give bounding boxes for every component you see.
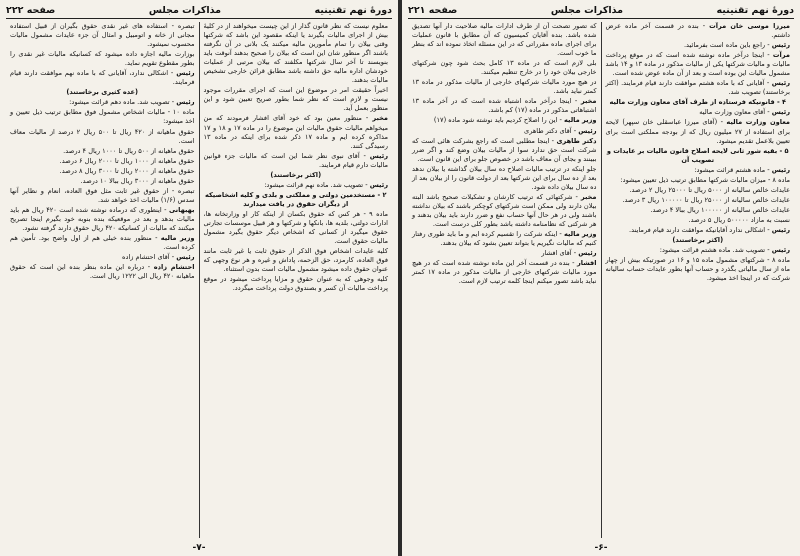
- page-label: صفحه ۲۲۲: [6, 4, 56, 16]
- speech-text: آقای معاون وزارت مالیه: [699, 108, 766, 117]
- speech-text: اشکالی ندارد، آقایانی که با ماده نهم موافقت دارند قیام فرمایند.: [10, 69, 195, 87]
- speaker-name: رئیس: [771, 225, 790, 234]
- left-column: [408, 22, 601, 538]
- speaker-paragraph: افشار - بنده در قسمت آخر این ماده نوشته شده است که در هیچ مورد مالیات شرکتهای خارجی از مالیات مذکور در ماده ۱۷ کمتر نباید باشد تصور میکنم اینجا کلمه ترتیب لازم است.: [412, 259, 597, 286]
- speaker-name: مرآت: [772, 51, 790, 60]
- speaker-paragraph: رئیس - آقای احتشام زاده: [122, 253, 195, 262]
- paragraph: بلی لازم است که در ماده ۱۳ کامل بحث شود چون شرکتهای خارجی بیلان خود را در خارج تنظیم میکنند.: [412, 59, 597, 77]
- speech-text: اینکه شرکت را تقسیم کرده ایم و ما باید طوری رفتار کنیم که مالیات نگیریم یا بتواند تعیین بشود که بیلان بدهند.: [412, 230, 597, 248]
- vote-result: (عده کثیری برخاستند): [66, 88, 139, 97]
- paragraph: معلوم نیست که نظر قانون گذار از این چیست میخواهند از در کلیهٔ بیش از اجرای مالیات بگیرند یا اینکه مقصود این باشد که شرکتها وقتی بیلان را تمام مأمورین مالیه میکنند یک بلانی در آن نگرفته باشند اگر منظور شان این است که بیلان را صحیح بدهند آنوقت باید بنویسند تا آخر سال شرکتها مکلفند که بیلان مرتبی از عملیات خودشان اداره مالیه حق داشته باشد مطابق قرائن خارجی تشخیص مالیات بدهند.: [203, 22, 388, 85]
- header-title: مذاکرات مجلس: [550, 4, 624, 16]
- speaker-paragraph: رئیس - راجع باین ماده است بفرمائید.: [683, 41, 790, 50]
- speaker-name: احتشام زاده: [153, 263, 195, 272]
- vote-result: (اکثر برخاستند): [672, 236, 724, 245]
- left-column: [6, 22, 199, 538]
- speaker-name: مخبر: [580, 192, 597, 201]
- speech-text: آقای احتشام زاده: [122, 253, 170, 262]
- speaker-name: رئیس: [369, 180, 388, 189]
- paragraph: حقوق ماهیانه از ۳۰۰۰ ریال ببالا ۱۰ درصد.: [80, 176, 195, 185]
- speaker-paragraph: وزیر مالیه - اینکه شرکت را تقسیم کرده ایم و ما باید طوری رفتار کنیم که مالیات نگیریم یا بتواند تعیین بشود که بیلان بدهند.: [412, 230, 597, 248]
- speaker-paragraph: رئیس - تصویب شد. ماده نهم قرائت میشود:: [264, 180, 388, 189]
- speech-text: تصویب شد. ماده نهم قرائت میشود:: [264, 180, 364, 189]
- speech-text: آقایانی که با ماده هشتم موافقت دارند قیام فرمایند. (اکثر برخاستند) تصویب شد.: [605, 79, 790, 97]
- speech-text: آقای افشار: [541, 249, 572, 258]
- speaker-paragraph: احتشام زاده - درباره این ماده بنظر بنده این است که حقوق ماهیانه ۴۲۰ ریال الی ۱۲۲۲ ریال است.: [10, 263, 195, 281]
- speaker-name: رئیس: [369, 151, 388, 160]
- speech-text: آقای نبوی نظر شما این است که مالیات جزء قوانین مالیات دارم قیام فرمایند.: [203, 151, 388, 169]
- speaker-paragraph: مخبر - اینجا درآخر ماده اشتباه شده است که در آخر ماده ۱۳ اشتباهاتی مذکور در ماده (۱۷) کم باشد.: [412, 97, 597, 115]
- speaker-name: رئیس: [578, 126, 597, 135]
- speaker-name: میرزا موسی خان مرآت: [709, 22, 791, 30]
- paragraph: ماده ۱۰ - مالیات اشخاص مشمول فوق مطابق ترتیب ذیل تعیین و اخذ میشود:: [10, 108, 195, 126]
- speaker-paragraph: معاون وزارت مالیه - (آقای میرزا عباسقلی خان سپهر) لایحه برای استفاده از ۲۷ میلیون ریال که از بودجه مملکتی است برای تعیین بلاعمل تقدیم میشود.: [605, 118, 791, 145]
- paragraph: اخیراً حقیقت امر در موضوع این است که اجرای مقررات موجود نیست و لازم است که نظر شما بطور صریح تعیین شود و این منظور بعمل آید.: [203, 86, 388, 113]
- speech-text: تصویب شد. ماده هشتم قرائت میشود:: [659, 246, 766, 255]
- vote-result: (اکثر برخاستند): [270, 170, 322, 179]
- speaker-paragraph: رئیس - آقایانی که با ماده هشتم موافقت دارند قیام فرمایند. (اکثر برخاستند) تصویب شد.: [605, 79, 790, 97]
- speaker-paragraph: بهبهانی - اینطوری که درماده نوشته شده است ۴۲۰ ریال هم باید مالیات بدهد و بعد در موقعیکه بنده بنوبه خود بگیرم اینجا تصریح میکنند که مالیات از کسانیکه ۴۲۰ ریال حقوق دارند گرفته نشود.: [10, 205, 195, 232]
- paragraph: جلو اینکه در ترتیب مالیات اصلاح ده سال بیلان گذاشته یا بیلان ندهد بعد از ده سال برای این شرکتها بعد از دولت قانون را از بیلان بعد از ده سال بیلان داده شود.: [412, 164, 597, 191]
- speech-text: منظور معین بود که خود آقای افشار فرمودند که من میخواهم مالیات حقوق مالیات این موضوع را در ماده ۱۷ و ۱۸ و ۱۷ مذاکره کرده ایم و ماده ۱۷ ذکر شده برای اینکه در ماده ۱۳ رسیدگی کنند.: [203, 114, 388, 150]
- paragraph: کلیه عایدات اشخاص فوق الذکر از حقوق ثابت یا غیر ثابت مانند فوق العاده، کارمزد، حق الزحمه، پاداش و غیره و هر نوع وجهی که عنوان حقوق داده میشود مشمول مالیات است بدون استثناء.: [203, 247, 388, 274]
- speaker-name: معاون وزارت مالیه: [726, 118, 791, 127]
- left-page: [0, 0, 398, 556]
- speaker-paragraph: رئیس - تصویب شد. ماده هشتم قرائت میشود:: [659, 246, 790, 255]
- speaker-paragraph: رئیس - تصویب شد. ماده دهم قرائت میشود:: [69, 98, 195, 107]
- speaker-name: افشار: [576, 259, 597, 268]
- speaker-name: رئیس: [771, 246, 790, 255]
- speaker-name: رئیس: [176, 98, 195, 107]
- speaker-name: رئیس: [176, 69, 195, 78]
- speaker-name: رئیس: [771, 165, 790, 174]
- speaker-paragraph: میرزا موسی خان مرآت - بنده در قسمت آخر ماده عرض داشتم.: [605, 22, 791, 40]
- speaker-name: رئیس: [771, 79, 790, 88]
- section-title: ۵ - بقیه شور ثانی لایحه اصلاح قانون مالیات بر عایدات و تصویب آن: [606, 146, 789, 164]
- speaker-paragraph: رئیس - آقای نبوی نظر شما این است که مالیات جزء قوانین مالیات دارم قیام فرمایند.: [203, 151, 388, 169]
- speaker-paragraph: دکتر طاهری - اینجا مطلبی است که راجع بشرکت هائی است که شرکت است حق ندارد سوا از مالیات بیلان وضع کند و اگر ضرر ببینند و بجای آن معاف باشد در خصوص جلو برای این قانون است.: [412, 136, 597, 163]
- paragraph: حقوق ماهیانه از ۲۰۰۰ ریال تا ۳۰۰۰ ریال ۸ درصد.: [59, 166, 195, 175]
- paragraph: ماده ۹ - هر کس که حقوق بکسان از اینکه کار او وزارتخانه ها، ادارات دولتی، بلدیه ها، بانکها و شرکتها و هر قبیل موسسات تجارتی حقوق میگیرد از کسانی که اشخاص دیگر حقوق بگیرد مشمول مالیات حقوق است.: [203, 209, 388, 246]
- paragraph: ماده ۸ - میزان مالیات شرکتها مطابق ترتیب ذیل تعیین میشود:: [620, 175, 790, 184]
- paragraph: ماده ۸ - شرکتهای مشمول ماده ۱۵ و ۱۶ در صورتیکه بیش از چهار ماه از سال مالیاتی بگذرد و حساب آنها بطور عایدات حساب سالیانه شرکت که در اینجا اخذ میشود.: [605, 256, 790, 283]
- speaker-paragraph: مرآت - اینجا درآخر ماده نوشته شده است که در موقع پرداخت مالیات و مالیات شرکتها یکی از مالیات مذکور در ماده ۱۳ و ۱۴ باشد مشمول مالیات این بوده است و بعد از آن ماده عوض شده است.: [605, 51, 790, 78]
- speaker-paragraph: رئیس - آقای دکتر طاهری: [524, 126, 597, 135]
- speaker-paragraph: رئیس - آقای افشار: [541, 249, 597, 258]
- speaker-paragraph: وزیر مالیه - این را اصلاح کردیم باید نوشته شود ماده (۱۷): [433, 116, 597, 125]
- speaker-paragraph: رئیس - آقای معاون وزارت مالیه: [699, 108, 790, 117]
- paragraph: در هیچ مورد مالیات شرکتهای خارجی از مالیات مذکور در ماده ۱۳ کمتر نباید باشد.: [412, 78, 597, 96]
- section-title: ۴ - قانونیکه فرستاده از طرف آقای معاون وزارت مالیه: [609, 98, 787, 107]
- speaker-name: بهبهانی: [168, 205, 195, 214]
- page-header: [6, 2, 392, 19]
- section-title: ۲ - مستخدمین دولتی و مملکتی و بلدی و کلیه اشخاصیکه از دیگران حقوق در یافت میدارند: [204, 190, 387, 208]
- right-column: [602, 22, 795, 538]
- speech-text: شرکتهائی که ترتیب کارشان و تشکیلات صحیح باشد البته بیلان دارند ولی ممکن است شرکتهای کوچکتر باشند که بیلان نداشته باشند ولی در هر حال آنها حساب نفع و ضرر دارند باید بیلان بدهند و هر شرکتی که نظامنامه داشته باشد بطور کلی درست است.: [412, 192, 597, 228]
- speaker-paragraph: رئیس - اشکالی ندارد آقایانیکه موافقت دارند قیام فرمایند.: [629, 225, 790, 234]
- page-number: -۶-: [594, 543, 608, 553]
- speaker-name: رئیس: [771, 41, 790, 50]
- speech-text: درباره این ماده بنظر بنده این است که حقوق ماهیانه ۴۲۰ ریال الی ۱۲۲۲ ریال است.: [10, 263, 195, 281]
- speech-text: اینجا مطلبی است که راجع بشرکت هائی است که شرکت است حق ندارد سوا از مالیات بیلان وضع کند و اگر ضرر ببینند و بجای آن معاف باشد در خصوص جلو برای این قانون است.: [412, 136, 597, 163]
- speaker-name: وزیر مالیه: [564, 116, 597, 125]
- paragraph: عایدات خالص سالیانه از ۱۰۰۰۰۰ ریال ببالا ۴ درصد.: [650, 205, 790, 214]
- speaker-name: وزیر مالیه: [160, 234, 195, 243]
- term-label: دورهٔ نهم تقنینیه: [314, 4, 392, 16]
- speech-text: تصویب شد. ماده دهم قرائت میشود:: [69, 98, 170, 107]
- paragraph: عایدات خالص سالیانه از ۲۵۰۰۰ ریال تا ۱۰۰۰۰۰ ریال ۳ درصد.: [622, 195, 790, 204]
- speaker-paragraph: مخبر - شرکتهائی که ترتیب کارشان و تشکیلات صحیح باشد البته بیلان دارند ولی ممکن است شرکتهای کوچکتر باشند که بیلان نداشته باشند ولی در هر حال آنها حساب نفع و ضرر دارند باید بیلان بدهند و هر شرکتی که نظامنامه داشته باشد بطور کلی درست است.: [412, 192, 597, 228]
- speech-text: اینجا درآخر ماده نوشته شده است که در موقع پرداخت مالیات و مالیات شرکتها یکی از مالیات مذکور در ماده ۱۳ و ۱۴ باشد مشمول مالیات این بوده است و بعد از آن ماده عوض شده است.: [605, 51, 790, 78]
- right-page: [402, 0, 800, 556]
- page-header: [408, 2, 794, 19]
- speech-text: آقای دکتر طاهری: [524, 126, 572, 135]
- paragraph: بوزارت مالیه اجازه داده میشود که کسانیکه مالیات غیر نقدی را بطور مقطوع تقویم نماید.: [10, 50, 195, 68]
- page-number: -۷-: [192, 543, 206, 553]
- speaker-name: رئیس: [771, 108, 790, 117]
- speech-text: اشکالی ندارد آقایانیکه موافقت دارند قیام فرمایند.: [629, 225, 766, 234]
- speech-text: اینجا درآخر ماده اشتباه شده است که در آخر ماده ۱۳ اشتباهاتی مذکور در ماده (۱۷) کم باشد.: [412, 97, 597, 115]
- speech-text: اینطوری که درماده نوشته شده است ۴۲۰ ریال هم باید مالیات بدهد و بعد در موقعیکه بنده بنوبه خود بگیرم اینجا تصریح میکنند که مالیات از کسانیکه ۴۲۰ ریال حقوق دارند گرفته نشود.: [10, 205, 195, 232]
- speech-text: ماده هشتم قرائت میشود:: [694, 165, 766, 174]
- speaker-name: مخبر: [580, 97, 597, 106]
- paragraph: حقوق ماهیانه از ۱۰۰۰ ریال تا ۲۰۰۰ ریال ۶ درصد.: [59, 156, 195, 165]
- speaker-name: رئیس: [176, 253, 195, 262]
- speaker-paragraph: وزیر مالیه - منظور بنده خیلی هم از اول واضح بود. تأمین هم کرده است.: [10, 234, 195, 252]
- speech-text: منظور بنده خیلی هم از اول واضح بود. تأمین هم کرده است.: [10, 234, 195, 252]
- paragraph: تبصره - استفاده های غیر نقدی حقوق بگیران از قبیل استفاده مجانی از خانه و اتومبیل و امثال آن جزء عایدات مشمول مالیات محسوب نمیشود.: [10, 22, 195, 49]
- paragraph: نسبت به مازاد ۵۰۰۰۰۰ ریال ۵ درصد.: [688, 215, 790, 224]
- speaker-paragraph: رئیس - ماده هشتم قرائت میشود:: [694, 165, 790, 174]
- paragraph: حقوق ماهیانه از ۴۲۰ ریال تا ۵۰۰ ریال ۲ درصد از مالیات معاف است.: [10, 127, 195, 145]
- paragraph: عایدات خالص سالیانه از ۵۰۰۰ ریال تا ۲۵۰۰۰ ریال ۲ درصد.: [629, 185, 790, 194]
- speech-text: بنده در قسمت آخر ماده عرض داشتم.: [605, 22, 790, 40]
- text-columns: [408, 22, 794, 538]
- paragraph: حقوق ماهیانه از ۵۰۰ ریال تا ۱۰۰۰ ریال ۴ درصد.: [63, 146, 195, 155]
- speech-text: بنده در قسمت آخر این ماده نوشته شده است که در هیچ مورد مالیات شرکتهای خارجی از مالیات مذکور در ماده ۱۷ کمتر نباید باشد تصور میکنم اینجا کلمه ترتیب لازم است.: [412, 259, 597, 286]
- speaker-name: وزیر مالیه: [563, 230, 597, 239]
- right-column: [200, 22, 393, 538]
- text-columns: [6, 22, 392, 538]
- speech-text: راجع باین ماده است بفرمائید.: [683, 41, 766, 50]
- term-label: دورهٔ نهم تقنینیه: [716, 4, 794, 16]
- speaker-paragraph: مخبر - منظور معین بود که خود آقای افشار فرمودند که من میخواهم مالیات حقوق مالیات این موضوع را در ماده ۱۷ و ۱۸ و ۱۷ مذاکره کرده ایم و ماده ۱۷ ذکر شده برای اینکه در ماده ۱۳ رسیدگی کنند.: [203, 114, 388, 150]
- speaker-name: دکتر طاهری: [556, 136, 597, 145]
- speaker-paragraph: رئیس - اشکالی ندارد، آقایانی که با ماده نهم موافقت دارند قیام فرمایند.: [10, 69, 195, 87]
- speech-text: (آقای میرزا عباسقلی خان سپهر) لایحه برای استفاده از ۲۷ میلیون ریال که از بودجه مملکتی است برای تعیین بلاعمل تقدیم میشود.: [605, 118, 790, 145]
- page-label: صفحه ۲۲۱: [408, 4, 458, 16]
- paragraph: که تصور تصحت آن از طرف ادارات مالیه صلاحیت دار آنها تصدیق شده باشد. بنده آقایان کمیسیون که آن مطابق با قانون عملیات برای اجرای ماده مقرراتی که در این مسئله اتخاذ نموده اند که بنظر ما خوب است.: [412, 22, 597, 58]
- speaker-name: مخبر: [372, 114, 388, 123]
- speaker-name: رئیس: [578, 249, 597, 258]
- paragraph: کلیه وجوهی که به عنوان حقوق و مزایا پرداخت میشود در موقع پرداخت مالیات آن کسر و بصندوق دولت پرداخت میگردد.: [203, 275, 388, 293]
- header-title: مذاکرات مجلس: [148, 4, 222, 16]
- paragraph: تبصره - از حقوق غیر ثابت مثل فوق العاده، انعام و نظایر آنها سدس (۱/۶) مالیات اخذ خواهد شد.: [10, 186, 195, 204]
- speech-text: این را اصلاح کردیم باید نوشته شود ماده (۱۷): [433, 116, 558, 125]
